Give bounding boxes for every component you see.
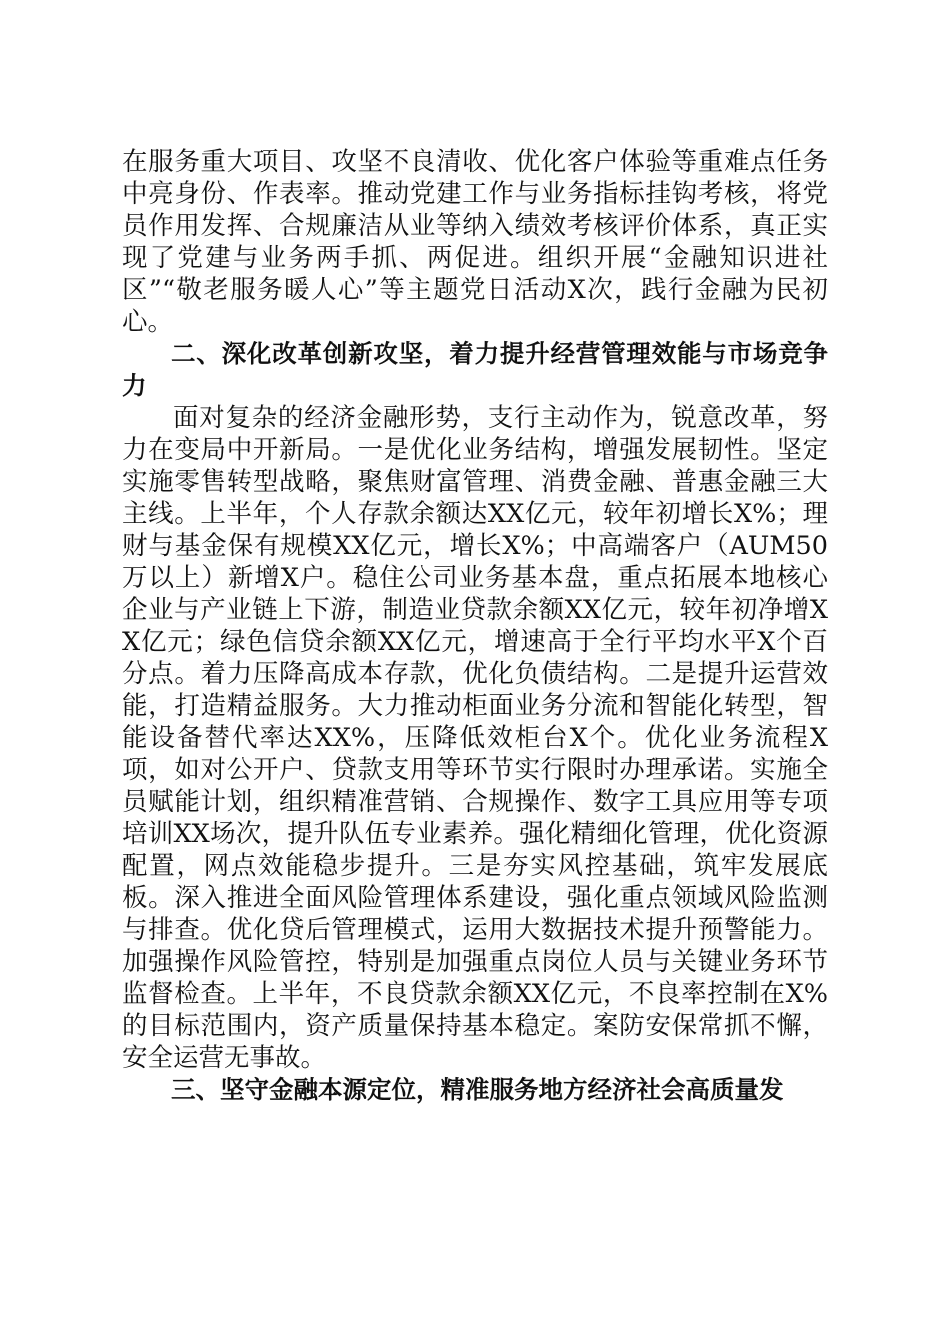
section-heading-reform: 二、深化改革创新攻坚，着力提升经营管理效能与市场竞争力 <box>122 339 828 400</box>
document-page <box>122 146 828 1106</box>
paragraph-party-building: 在服务重大项目、攻坚不良清收、优化客户体验等重难点任务中亮身份、作表率。推动党建工作与业务指标挂钩考核，将党员作用发挥、合规廉洁从业等纳入绩效考核评价体系，真正实现了党建与业务两手抓、两促进。组织开展“金融知识进社区”“敬老服务暖人心”等主题党日活动X次，践行金融为民初心。 <box>122 147 828 337</box>
paragraph-reform: 面对复杂的经济金融形势，支行主动作为，锐意改革，努力在变局中开新局。一是优化业务结构，增强发展韧性。坚定实施零售转型战略，聚焦财富管理、消费金融、普惠金融三大主线。上半年，个人存款余额达XX亿元，较年初增长X%；理财与基金保有规模XX亿元，增长X%；中高端客户（AUM50万以上）新增X户。稳住公司业务基本盘，重点拓展本地核心企业与产业链上下游，制造业贷款余额XX亿元，较年初净增XX亿元；绿色信贷余额XX亿元，增速高于全行平均水平X个百分点。着力压降高成本存款，优化负债结构。二是提升运营效能，打造精益服务。大力推动柜面业务分流和智能化转型，智能设备替代率达XX%，压降低效柜台X个。优化业务流程X项，如对公开户、贷款支用等环节实行限时办理承诺。实施全员赋能计划，组织精准营销、合规操作、数字工具应用等专项培训XX场次，提升队伍专业素养。强化精细化管理，优化资源配置，网点效能稳步提升。三是夯实风控基础，筑牢发展底板。深入推进全面风险管理体系建设，强化重点领域风险监测与排查。优化贷后管理模式，运用大数据技术提升预警能力。加强操作风险管控，特别是加强重点岗位人员与关键业务环节监督检查。上半年，不良贷款余额XX亿元，不良率控制在X%的目标范围内，资产质量保持基本稳定。案防安保常抓不懈，安全运营无事故。 <box>122 403 828 1073</box>
section-heading-service: 三、坚守金融本源定位，精准服务地方经济社会高质量发 <box>171 1075 784 1104</box>
